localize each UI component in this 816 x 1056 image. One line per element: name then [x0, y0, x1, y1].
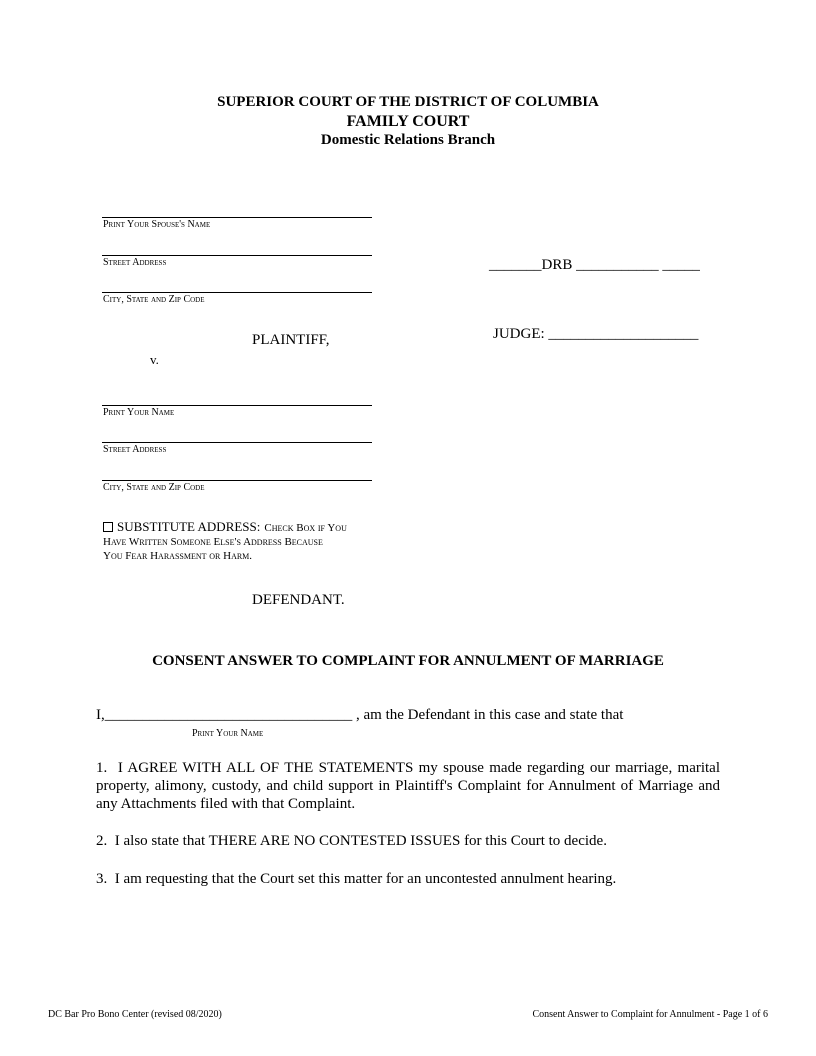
substitute-address-line2: Have Written Someone Else's Address Because	[103, 536, 323, 548]
defendant-city-line[interactable]	[102, 480, 372, 481]
court-branch: Domestic Relations Branch	[320, 132, 496, 148]
paragraph-1-number: 1.	[96, 760, 108, 776]
footer-right: Consent Answer to Complaint for Annulment - Page 1 of 6	[532, 1009, 768, 1020]
plaintiff-street-line[interactable]	[102, 255, 372, 256]
footer-left: DC Bar Pro Bono Center (revised 08/2020)	[48, 1009, 222, 1020]
defendant-statement	[96, 707, 623, 724]
paragraph-3-number: 3.	[96, 871, 108, 887]
plaintiff-street-label: Street Address	[103, 257, 167, 268]
paragraph-2-text: for this Court to decide.	[460, 833, 607, 849]
substitute-address-checkbox[interactable]	[103, 522, 113, 532]
paragraph-2-lead: I also state that	[114, 833, 209, 849]
defendant-street-line[interactable]	[102, 442, 372, 443]
paragraph-2	[96, 832, 720, 850]
paragraph-2-caps: THERE ARE NO CONTESTED ISSUES	[208, 833, 461, 849]
paragraph-1-caps: I AGREE WITH ALL OF THE STATEMENTS	[117, 760, 414, 776]
substitute-address-block	[103, 520, 383, 563]
paragraph-3-text: I am requesting that the Court set this matter for an uncontested annulment hearing.	[114, 871, 617, 887]
spouse-name-line[interactable]	[102, 217, 372, 218]
document-title: CONSENT ANSWER TO COMPLAINT FOR ANNULMENT OF MARRIAGE	[152, 653, 664, 669]
substitute-address-line1: Check Box if You	[264, 522, 347, 534]
drb-number-blank[interactable]: ___________ _____	[576, 257, 700, 273]
drb-prefix-blank[interactable]: _______	[489, 257, 542, 273]
plaintiff-city-label: City, State and Zip Code	[103, 294, 205, 305]
paragraph-1-text: my spouse made regarding our marriage, marital property, alimony, custody, and child support in Plaintiff's Complaint for Annulment of Marriage and any Attachments filed with that Complaint.	[96, 760, 721, 812]
paragraph-1	[96, 759, 720, 813]
drb-label: DRB	[541, 257, 573, 273]
statement-name-blank[interactable]: _________________________________	[104, 707, 353, 723]
defendant-name-label: Print Your Name	[103, 407, 175, 418]
spouse-name-label: Print Your Spouse's Name	[103, 219, 211, 230]
defendant-name-line[interactable]	[102, 405, 372, 406]
defendant-street-label: Street Address	[103, 444, 167, 455]
judge-label: JUDGE:	[493, 326, 545, 342]
court-name: SUPERIOR COURT OF THE DISTRICT OF COLUMBIA	[217, 94, 599, 110]
statement-suffix: , am the Defendant in this case and state that	[356, 707, 624, 723]
plaintiff-city-line[interactable]	[102, 292, 372, 293]
judge-blank[interactable]: ____________________	[548, 326, 699, 342]
versus: v.	[150, 352, 159, 367]
defendant-role: DEFENDANT.	[252, 592, 345, 608]
statement-name-label: Print Your Name	[192, 728, 264, 739]
court-division: FAMILY COURT	[346, 113, 470, 130]
statement-prefix: I,	[96, 707, 105, 723]
drb-case-number	[489, 257, 700, 274]
substitute-address-line3: You Fear Harassment or Harm.	[103, 550, 253, 562]
substitute-address-title: SUBSTITUTE ADDRESS:	[117, 519, 261, 534]
paragraph-3	[96, 870, 720, 888]
paragraph-2-number: 2.	[96, 833, 108, 849]
defendant-city-label: City, State and Zip Code	[103, 482, 205, 493]
judge-field	[493, 326, 698, 343]
plaintiff-role: PLAINTIFF,	[252, 332, 330, 348]
